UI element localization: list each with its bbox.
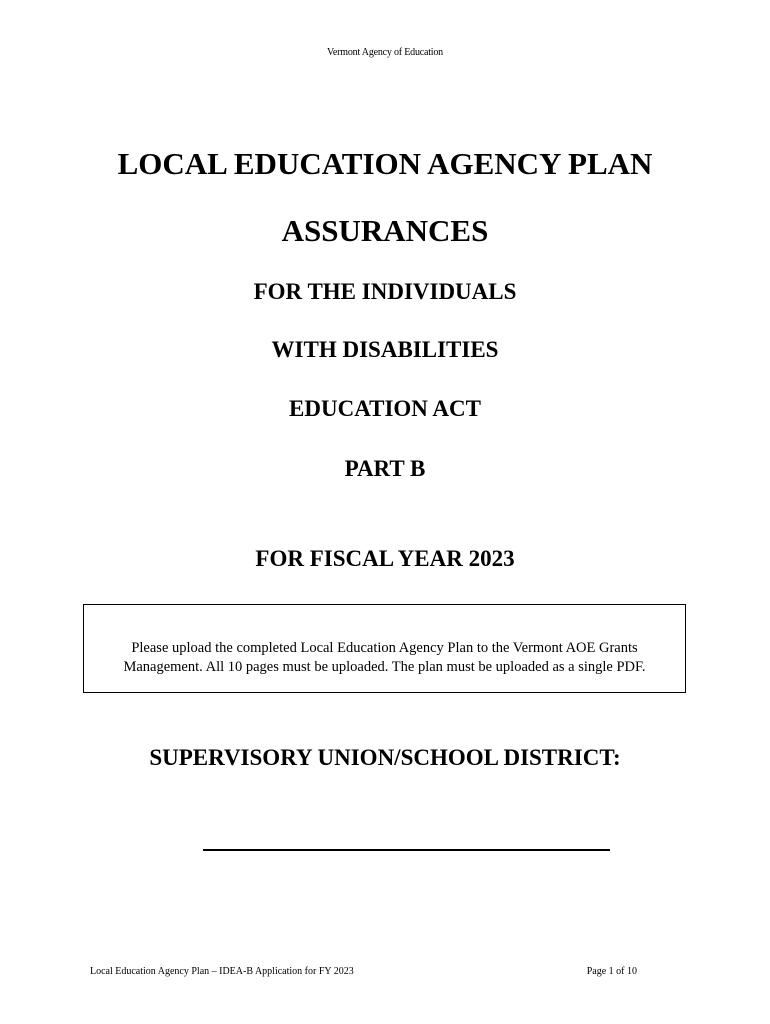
title-line-2: ASSURANCES	[281, 213, 489, 248]
title-line-4: WITH DISABILITIES	[271, 337, 499, 362]
footer-page-number: Page 1 of 10	[586, 966, 637, 977]
fiscal-year-title: FOR FISCAL YEAR 2023	[255, 546, 515, 571]
district-label: SUPERVISORY UNION/SCHOOL DISTRICT:	[149, 745, 621, 770]
footer-document-title: Local Education Agency Plan – IDEA-B Application for FY 2023	[90, 966, 354, 977]
upload-notice-box	[83, 604, 686, 693]
upload-notice-line-2: Management. All 10 pages must be uploaded. The plan must be uploaded as a single PDF.	[123, 659, 646, 675]
title-line-6: PART B	[344, 456, 426, 481]
upload-notice-line-1: Please upload the completed Local Education Agency Plan to the Vermont AOE Grants	[131, 640, 638, 656]
district-entry-line[interactable]	[203, 849, 610, 851]
title-line-3: FOR THE INDIVIDUALS	[253, 279, 517, 304]
title-line-1: LOCAL EDUCATION AGENCY PLAN	[117, 146, 653, 181]
page-header: Vermont Agency of Education	[327, 47, 443, 58]
title-line-5: EDUCATION ACT	[289, 396, 481, 421]
